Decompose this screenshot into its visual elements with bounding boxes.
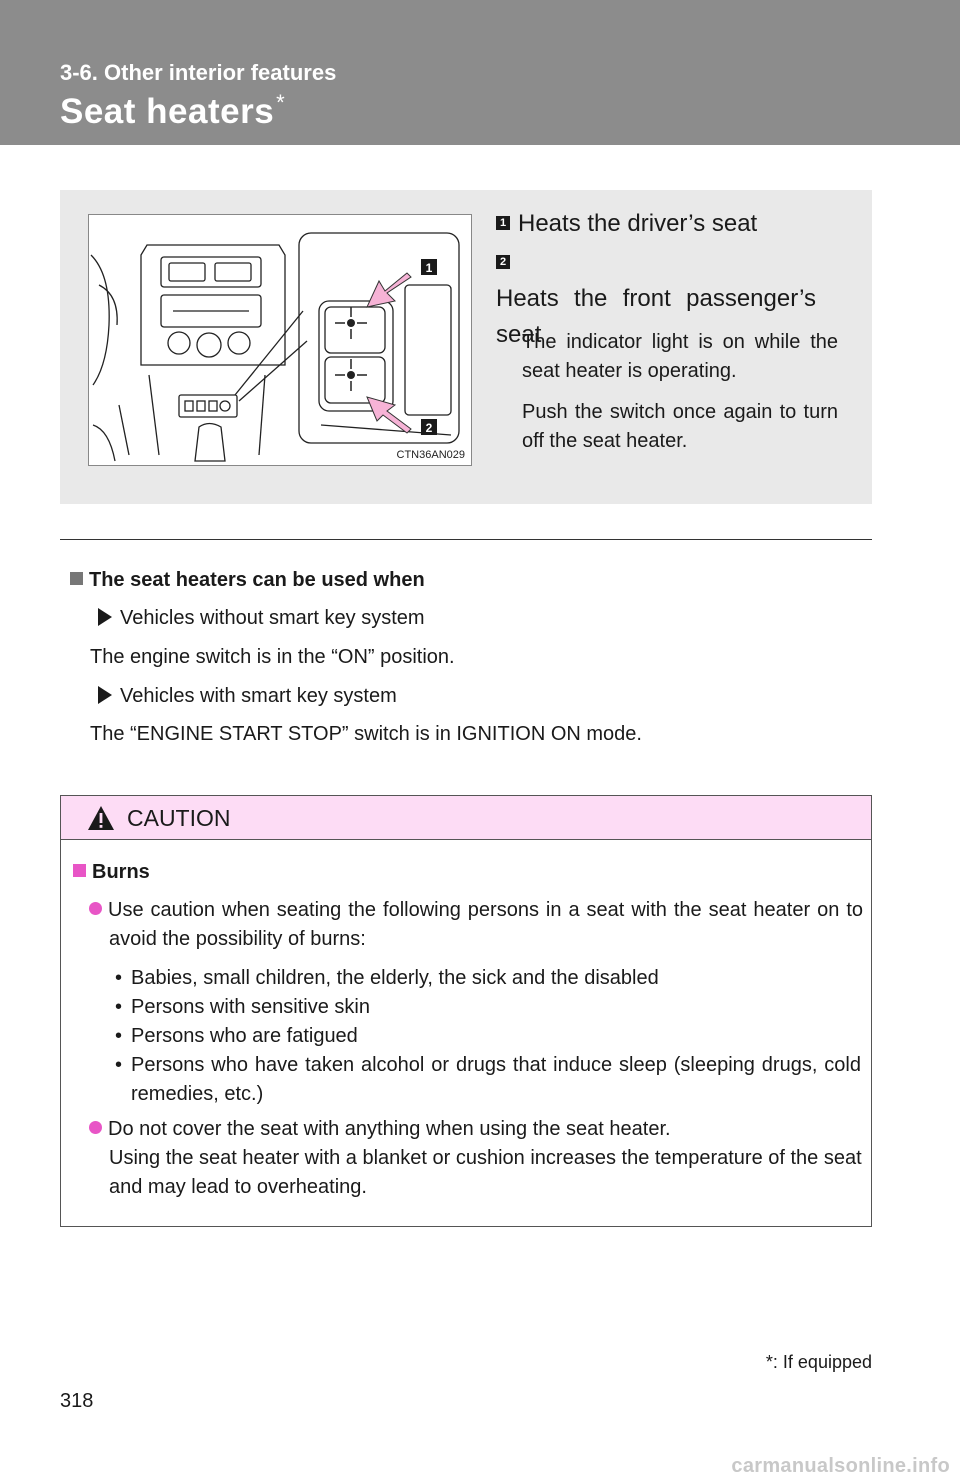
usage-heading-text: The seat heaters can be used when (89, 569, 425, 591)
watermark: carmanualsonline.info (731, 1455, 950, 1477)
page-title (60, 92, 285, 132)
warning-icon (87, 805, 115, 831)
page-number: 318 (60, 1390, 94, 1412)
legend-text-2: Heats the front passenger’s seat (496, 285, 816, 348)
footnote: *: If equipped (765, 1352, 872, 1372)
callout-2: 2 (425, 421, 433, 435)
legend-num-2: 2 (496, 255, 510, 269)
callout-1: 1 (425, 261, 433, 275)
triangle-arrow-icon (98, 686, 112, 704)
legend-num-1: 1 (496, 216, 510, 230)
list-item: • Persons who have taken alcohol or drugs that induce sleep (sleeping drugs, cold remedies, etc.) (115, 1051, 861, 1109)
usage-item-2-text: The “ENGINE START STOP” switch is in IGNITION ON mode. (90, 723, 642, 745)
figure-note-1: The indicator light is on while the seat heater is operating. (522, 331, 838, 382)
circle-bullet-icon (89, 1121, 102, 1134)
caution-heading (73, 858, 150, 887)
list-item: • Babies, small children, the elderly, the sick and the disabled (115, 964, 861, 993)
caution-box (60, 795, 872, 1227)
caution-point-2 (89, 1115, 863, 1202)
usage-item-2-label-text: Vehicles with smart key system (120, 685, 397, 707)
section-label: 3-6. Other interior features (60, 60, 337, 85)
list-item: • Persons who are fatigued (115, 1022, 861, 1051)
caution-point-1 (89, 896, 863, 954)
legend-text-1: Heats the driver’s seat (518, 210, 758, 237)
figure-note-2: Push the switch once again to turn off the seat heater. (522, 401, 838, 452)
usage-item-1-text: The engine switch is in the “ON” position. (90, 646, 455, 668)
figure-code: CTN36AN029 (396, 449, 465, 461)
dashboard-illustration (88, 214, 472, 466)
list-item: • Persons with sensitive skin (115, 993, 861, 1022)
circle-bullet-icon (89, 902, 102, 915)
legend-item-1 (496, 206, 836, 242)
caution-title: CAUTION (127, 805, 231, 831)
caution-heading-text: Burns (92, 861, 150, 883)
caution-bullet-list (115, 964, 861, 1109)
usage-heading (70, 569, 425, 592)
triangle-arrow-icon (98, 608, 112, 626)
square-bullet-icon (73, 864, 86, 877)
page-title-text: Seat heaters (60, 92, 275, 131)
caution-point-2-line1: Do not cover the seat with anything when using the seat heater. (108, 1118, 671, 1140)
figure-panel (60, 190, 872, 504)
page-header (0, 0, 960, 145)
usage-item-2-label (98, 685, 397, 708)
equipment-mark: * (276, 90, 286, 115)
caution-point-2-line2: Using the seat heater with a blanket or cushion increases the temperature of the seat and may lead to overheating. (109, 1147, 862, 1198)
usage-item-1-label-text: Vehicles without smart key system (120, 607, 425, 629)
dashboard-drawing (89, 215, 471, 465)
section-divider (60, 539, 872, 540)
square-bullet-icon (70, 572, 83, 585)
caution-header (61, 796, 871, 840)
usage-item-1-label (98, 607, 425, 630)
caution-point-1-text: Use caution when seating the following persons in a seat with the seat heater on to avoid the possibility of burns: (108, 899, 863, 950)
